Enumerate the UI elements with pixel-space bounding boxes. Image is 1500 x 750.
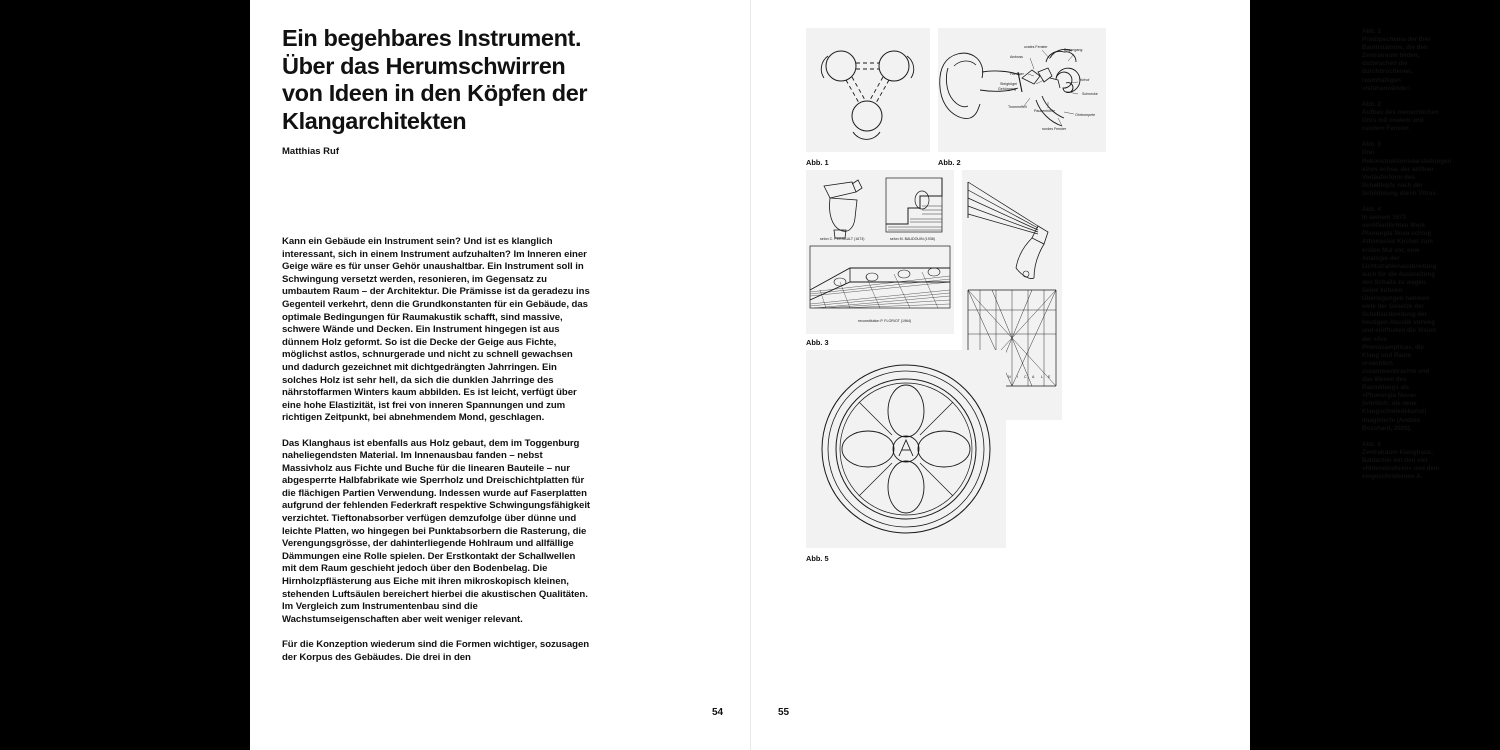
svg-text:Ohrtrompete: Ohrtrompete (1075, 113, 1096, 117)
figure-1-caption: Abb. 1 (806, 158, 829, 167)
figure-5-diagram (806, 350, 1006, 548)
caption-block-3 (1362, 141, 1452, 198)
figure-1-diagram (806, 28, 930, 152)
figure-5 (806, 350, 1006, 548)
folio-right: 55 (778, 707, 790, 718)
figure-2-diagram (938, 28, 1106, 152)
svg-text:L: L (1041, 375, 1043, 379)
title-line-2: Über das Herumschwirren (282, 52, 566, 79)
folio-left: 54 (712, 707, 724, 718)
svg-text:Paukenhöhle: Paukenhöhle (1034, 109, 1055, 113)
svg-text:Hammer: Hammer (1010, 72, 1024, 76)
page-title (282, 25, 702, 136)
caption-text-3: Drei Rekonstruktionsdarstellungen eines echea, der antiken Vorläuferform des Schalltopfs nach der Schilderung durch Vitruv. (1362, 149, 1452, 197)
caption-label-3: Abb. 3 (1362, 141, 1381, 149)
author-name: Matthias Ruf (282, 146, 339, 157)
svg-text:selon M. BAUDOUIN (1938): selon M. BAUDOUIN (1938) (890, 237, 935, 241)
title-line-4: Klangarchitekten (282, 108, 467, 135)
svg-text:Trommelfell: Trommelfell (1008, 105, 1027, 109)
body-text (282, 236, 592, 677)
svg-text:Amboss: Amboss (1010, 55, 1023, 59)
svg-text:rundes Fenster: rundes Fenster (1042, 127, 1067, 131)
svg-text:selon C. PERRAULT (1673): selon C. PERRAULT (1673) (820, 237, 865, 241)
svg-text:Steigbügel: Steigbügel (1000, 82, 1017, 86)
caption-label-4: Abb. 4 (1362, 206, 1381, 214)
svg-text:ovales Fenster: ovales Fenster (1024, 45, 1048, 49)
title-line-3: von Ideen in den Köpfen der (282, 80, 588, 107)
paragraph-1: Kann ein Gebäude ein Instrument sein? Und ist es klanglich interessant, sich in einem Instrument aufzuhalten? Im Inneren einer Geige wäre es für unser Gehör unaushaltbar. Ein Instrument soll in Schwingung versetzt werden, resonieren, im Gegensatz zu umbautem Raum – der Architektur. Die Prämisse ist da geradezu ins Gegenteil verkehrt, denn die Grundkonstanten für ein Gebäude, das optimale Bedingungen für Raumakustik schafft, sind massive, schwere Wände und Decken. Ein Instrument hingegen ist aus dünnem Holz geformt. So ist die Decke der Geige aus Fichte, möglichst astlos, schnurgerade und nicht zu schnell gewachsen und dadurch gezeichnet mit dichtgedrängten Jahrringen. Ein solches Holz ist sehr hell, da sich die dunklen Jahrringe des nährstoffarmen Winters kaum abbilden. Es ist leicht, verfügt über eine hohe Elastizität, ist frei von inneren Spannungen und zum richtigen Zeitpunkt, bei abnehmendem Mond, geschlagen. (282, 236, 590, 424)
svg-text:C: C (1024, 375, 1027, 379)
paragraph-2: Das Klanghaus ist ebenfalls aus Holz gebaut, dem im Toggenburg naheliegendsten Material. Im Innenausbau fanden – nebst Massivholz aus Fichte und Buche für die linearen Bauteile – nur abgesperrte Halbfabrikate wie Sperrholz und Dreischichtplatten für die flächigen Partien Verwendung. Indessen wurde auf Faserplatten aufgrund der fehlenden Federkraft respektive Schwingungsfähigkeit verzichtet. Tieftonabsorber verfügen demzufolge über dünne und leichte Platten, wo hingegen bei Punktabsorbern die Rasterung, die Verengungsgrösse, der dahinterliegende Hohlraum und allfällige Dämmungen eine Rolle spielen. Der Erstkontakt der Schallwellen mit dem Raum geschieht jedoch über den Bodenbelag. Die Hirnholzpflästerung aus Eiche mit ihren mikroskopisch kleinen, stehenden Luftsäulen bereichert hierbei die akustischen Qualitäten. Im Vergleich zum Instrumentenbau sind die Wachstumseigenschaften aber weit weniger relevant. (282, 437, 591, 625)
figure-1 (806, 28, 930, 152)
caption-text-1: Prinzipschema der drei Baumstämme, die den Zentralraum bilden, dazwischen die durchbrochenen, raumhaltigen «Isfahanwände». (1362, 36, 1431, 92)
svg-text:reconstitution P. FLORIOT (: reconstitution P. FLORIOT (1964) (858, 319, 912, 323)
figure-2 (938, 28, 1106, 152)
book-spread (250, 0, 1452, 750)
svg-text:A: A (1032, 375, 1035, 379)
svg-text:I: I (1017, 375, 1018, 379)
svg-text:Bogengang: Bogengang (1064, 48, 1083, 52)
svg-text:Vorhof: Vorhof (1079, 78, 1090, 82)
caption-block-4 (1362, 206, 1440, 433)
figure-3 (806, 170, 954, 334)
caption-text-5: Zentralraum Klanghaus, Baldachin mit den vier «Himmelsohren» und dem eingeschriebenen A. (1362, 448, 1440, 481)
svg-text:Schnecke: Schnecke (1082, 92, 1098, 96)
paragraph-3: Für die Konzeption wiederum sind die Formen wichtiger, sozusagen der Korpus des Gebäudes. Die drei in den (282, 639, 590, 663)
caption-text-2: Aufbau des menschlichen Ohrs mit ovalem und rundem Fenster. (1362, 108, 1439, 133)
caption-text-4-part-1: In seinem 1673 veröffentlichten Werk (1362, 214, 1426, 230)
svg-text:E: E (1048, 375, 1051, 379)
figure-2-caption: Abb. 2 (938, 158, 961, 167)
figure-3-caption: Abb. 3 (806, 338, 829, 347)
caption-label-1: Abb. 1 (1362, 28, 1381, 35)
svg-text:N: N (1008, 375, 1011, 379)
caption-label-2: Abb. 2 (1362, 100, 1381, 108)
figure-3-diagram (806, 170, 954, 334)
svg-text:Gehörgang: Gehörgang (998, 87, 1016, 91)
caption-block-2 (1362, 101, 1440, 133)
caption-label-5: Abb. 5 (1362, 440, 1381, 448)
caption-block-5 (1362, 441, 1440, 481)
title-line-1: Ein begehbares Instrument. (282, 25, 582, 51)
page-left (250, 0, 750, 750)
caption-text-4-italic: Phonurgia Nova (1362, 230, 1410, 238)
page-right (750, 0, 1452, 750)
caption-block-1 (1362, 28, 1440, 93)
caption-text-4-part-3: schlug Athanasius Kircher zum ersten Mal vor, eine Analogie der Lichtstrahlenausbreitung auch für die Ausbreitung des Schalls zu wagen. Seine kühnen Überlegungen nahmen viele der Gesetze der Schallausbreitung der heutigen Akustik vorweg und eröffneten die Vision der «Ars Phonocamptica», die Klang und Raum ursächlich zusammenbrachte und das Wesen des Raumklangs als «Phonurgia Nova» (wörtlich: die neue Klangschmiedekunst) imaginierte (Andres Bosshard, 2025). (1362, 230, 1437, 432)
captions-column (1362, 28, 1452, 489)
figure-5-caption: Abb. 5 (806, 554, 829, 563)
